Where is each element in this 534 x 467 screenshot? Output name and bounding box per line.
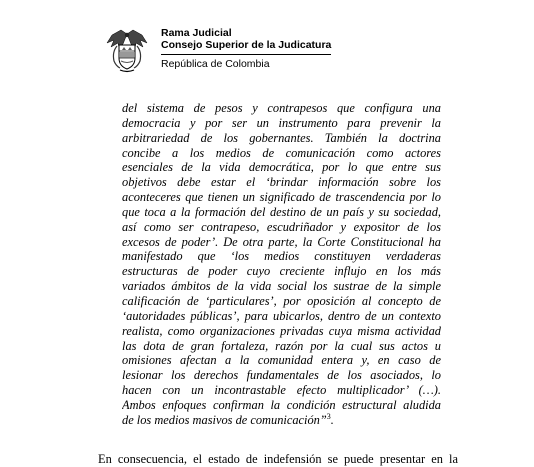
quote-period: . — [330, 412, 334, 427]
quote-line: arbitrariedad de los gobernantes. También la doctrina — [122, 130, 441, 145]
quote-line: omisiones afectan a la comunidad entera y, en caso de — [122, 353, 441, 368]
coat-of-arms-icon — [104, 28, 150, 74]
org-name: Rama Judicial — [161, 27, 232, 39]
quote-line: del sistema de pesos y contrapesos que configura una — [122, 101, 441, 115]
quote-line: excesos de poder’. De otra parte, la Corte Constitucional ha — [122, 234, 441, 249]
org-council: Consejo Superior de la Judicatura — [161, 39, 332, 51]
quote-line: hacen con un incontrastable efecto multiplicador’ (…). — [122, 383, 441, 398]
quote-line: las dota de gran fortaleza, razón por la cual sus actos u — [122, 338, 441, 353]
quote-line: democracia y por ser un instrumento para prevenir la — [122, 115, 441, 130]
quote-line: estructuras de poder cuyo creciente influjo en los más — [122, 264, 441, 279]
quote-line: que toca a la formación del destino de un país y su sociedad, — [122, 204, 441, 219]
letterhead-divider — [161, 54, 331, 55]
quote-line: de los medios masivos de comunicación” — [122, 412, 327, 427]
footnote-reference[interactable]: 3 — [326, 412, 331, 421]
quote-line: aconteceres que tienen un significado de trascendencia por lo — [122, 190, 441, 205]
quote-line: realista, como organizaciones privadas cuya misma actividad — [122, 323, 441, 338]
quote-line: calificación de ‘particulares’, por oposición al concepto de — [122, 293, 441, 308]
org-country: República de Colombia — [161, 58, 270, 70]
quote-line: esenciales de la vida democrática, por lo que entre sus — [122, 160, 441, 175]
block-quote — [122, 101, 441, 428]
quote-line: ‘autoridades públicas’, para ubicarlos, dentro de un contexto — [122, 308, 441, 323]
letterhead-text — [161, 28, 331, 70]
quote-last-line — [122, 413, 441, 428]
quote-line: así como ser contrapeso, escudriñador y expositor de los — [122, 219, 441, 234]
quote-line: lesionar los derechos fundamentales de los asociados, lo — [122, 368, 441, 383]
quote-line: variados ámbitos de la vida social los sustrae de la simple — [122, 279, 441, 294]
letterhead — [0, 0, 534, 90]
quote-line: manifestado que ‘los medios constituyen verdaderas — [122, 249, 441, 264]
quote-line: objetivos debe estar el ‘brindar información sobre los — [122, 175, 441, 190]
body-paragraph: En consecuencia, el estado de indefensión se puede presentar en la — [98, 452, 458, 466]
quote-line: concibe a los medios de comunicación como actores — [122, 145, 441, 160]
quote-line: Ambos enfoques confirman la condición estructural aludida — [122, 397, 441, 412]
